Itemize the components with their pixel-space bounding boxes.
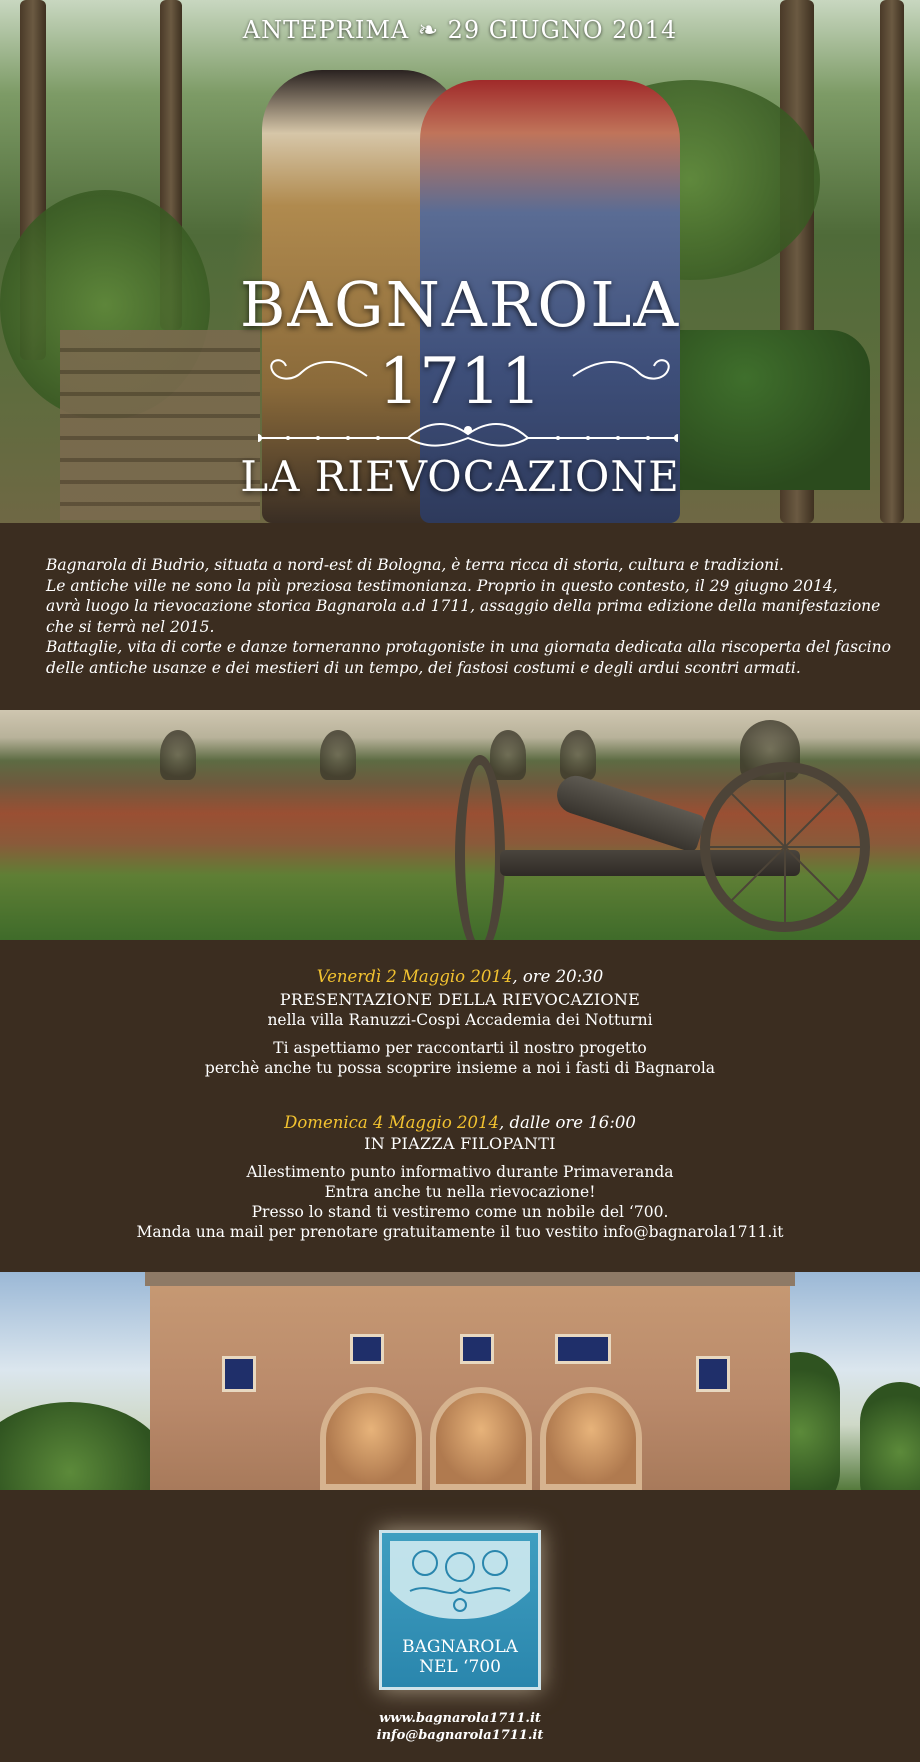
- event2-text: Allestimento punto informativo durante Primaveranda: [246, 1163, 674, 1181]
- villa-cornice: [145, 1272, 795, 1286]
- event2-text: Entra anche tu nella rievocazione!: [324, 1183, 596, 1201]
- villa-arch: [540, 1387, 642, 1490]
- villa-window: [222, 1356, 256, 1392]
- event1-title: PRESENTAZIONE DELLA RIEVOCAZIONE: [279, 990, 641, 1009]
- villa-arch: [320, 1387, 422, 1490]
- footer-contacts: [0, 1710, 920, 1744]
- villa-window: [350, 1334, 384, 1364]
- villa-window: [696, 1356, 730, 1392]
- event1-date: Venerdì 2 Maggio 2014: [316, 967, 513, 986]
- footer: [0, 1490, 920, 1762]
- event2-text: Manda una mail per prenotare gratuitamente il tuo vestito info@bagnarola1711.it: [136, 1223, 784, 1241]
- villa-window: [555, 1334, 611, 1364]
- event2-date-line: [0, 1112, 920, 1133]
- intro-line: Le antiche ville ne sono la più preziosa testimonianza. Proprio in questo contesto, il 29 giugno 2014,: [46, 576, 838, 595]
- email-link[interactable]: info@bagnarola1711.it: [376, 1728, 544, 1743]
- logo-text-line1: BAGNAROLA: [402, 1637, 518, 1657]
- title-year: 1711: [378, 345, 542, 419]
- bagnarola-logo: [379, 1530, 541, 1690]
- event1-date-line: [0, 966, 920, 987]
- event1-time: , ore 20:30: [512, 967, 604, 986]
- page-subtitle: LA RIEVOCAZIONE: [240, 452, 680, 501]
- website-link[interactable]: www.bagnarola1711.it: [379, 1711, 541, 1726]
- hero-banner: [0, 0, 920, 523]
- field-tree: [320, 730, 356, 780]
- event2-date: Domenica 4 Maggio 2014: [284, 1113, 499, 1132]
- intro-line: che si terrà nel 2015.: [46, 617, 215, 636]
- event2-title: IN PIAZZA FILOPANTI: [364, 1134, 556, 1153]
- villa-tree: [0, 1402, 170, 1490]
- right-flourish: [568, 352, 678, 400]
- event2-text: Presso lo stand ti vestiremo come un nobile del ‘700.: [251, 1203, 669, 1221]
- intro-line: avrà luogo la rievocazione storica Bagnarola a.d 1711, assaggio della prima edizione della manifestazione: [46, 597, 881, 615]
- villa-tree: [860, 1382, 920, 1490]
- logo-text-line2: NEL ‘700: [419, 1657, 501, 1677]
- cannon-wheel: [700, 762, 870, 932]
- intro-section: [0, 523, 920, 710]
- page-title: BAGNAROLA: [239, 268, 681, 341]
- villa-window: [460, 1334, 494, 1364]
- event1-text: perchè anche tu possa scoprire insieme a noi i fasti di Bagnarola: [204, 1059, 716, 1077]
- event-date-banner: ANTEPRIMA ❧ 29 GIUGNO 2014: [242, 16, 678, 44]
- logo-lace-pattern: [390, 1541, 530, 1619]
- field-tree: [490, 730, 526, 780]
- villa-arch: [430, 1387, 532, 1490]
- ornament-divider: [258, 416, 678, 452]
- event1-text: Ti aspettiamo per raccontarti il nostro progetto: [273, 1039, 647, 1057]
- event2-time: , dalle ore 16:00: [499, 1113, 636, 1132]
- event1-place: nella villa Ranuzzi-Cospi Accademia dei Notturni: [267, 1011, 653, 1029]
- field-tree: [160, 730, 196, 780]
- left-flourish: [262, 352, 372, 400]
- villa-photo: [0, 1272, 920, 1490]
- intro-line: Bagnarola di Budrio, situata a nord-est di Bologna, è terra ricca di storia, cultura e tradizioni.: [46, 556, 784, 574]
- intro-line: delle antiche usanze e dei mestieri di un tempo, dei fastosi costumi e degli ardui scontri armati.: [46, 658, 801, 677]
- tree-trunk: [880, 0, 904, 523]
- events-section: [0, 940, 920, 1272]
- intro-text: [46, 555, 896, 678]
- cannon-wheel-back: [455, 755, 505, 955]
- field-tree: [560, 730, 596, 780]
- intro-line: Battaglie, vita di corte e danze torneranno protagoniste in una giornata dedicata alla riscoperta del fascino: [46, 638, 891, 656]
